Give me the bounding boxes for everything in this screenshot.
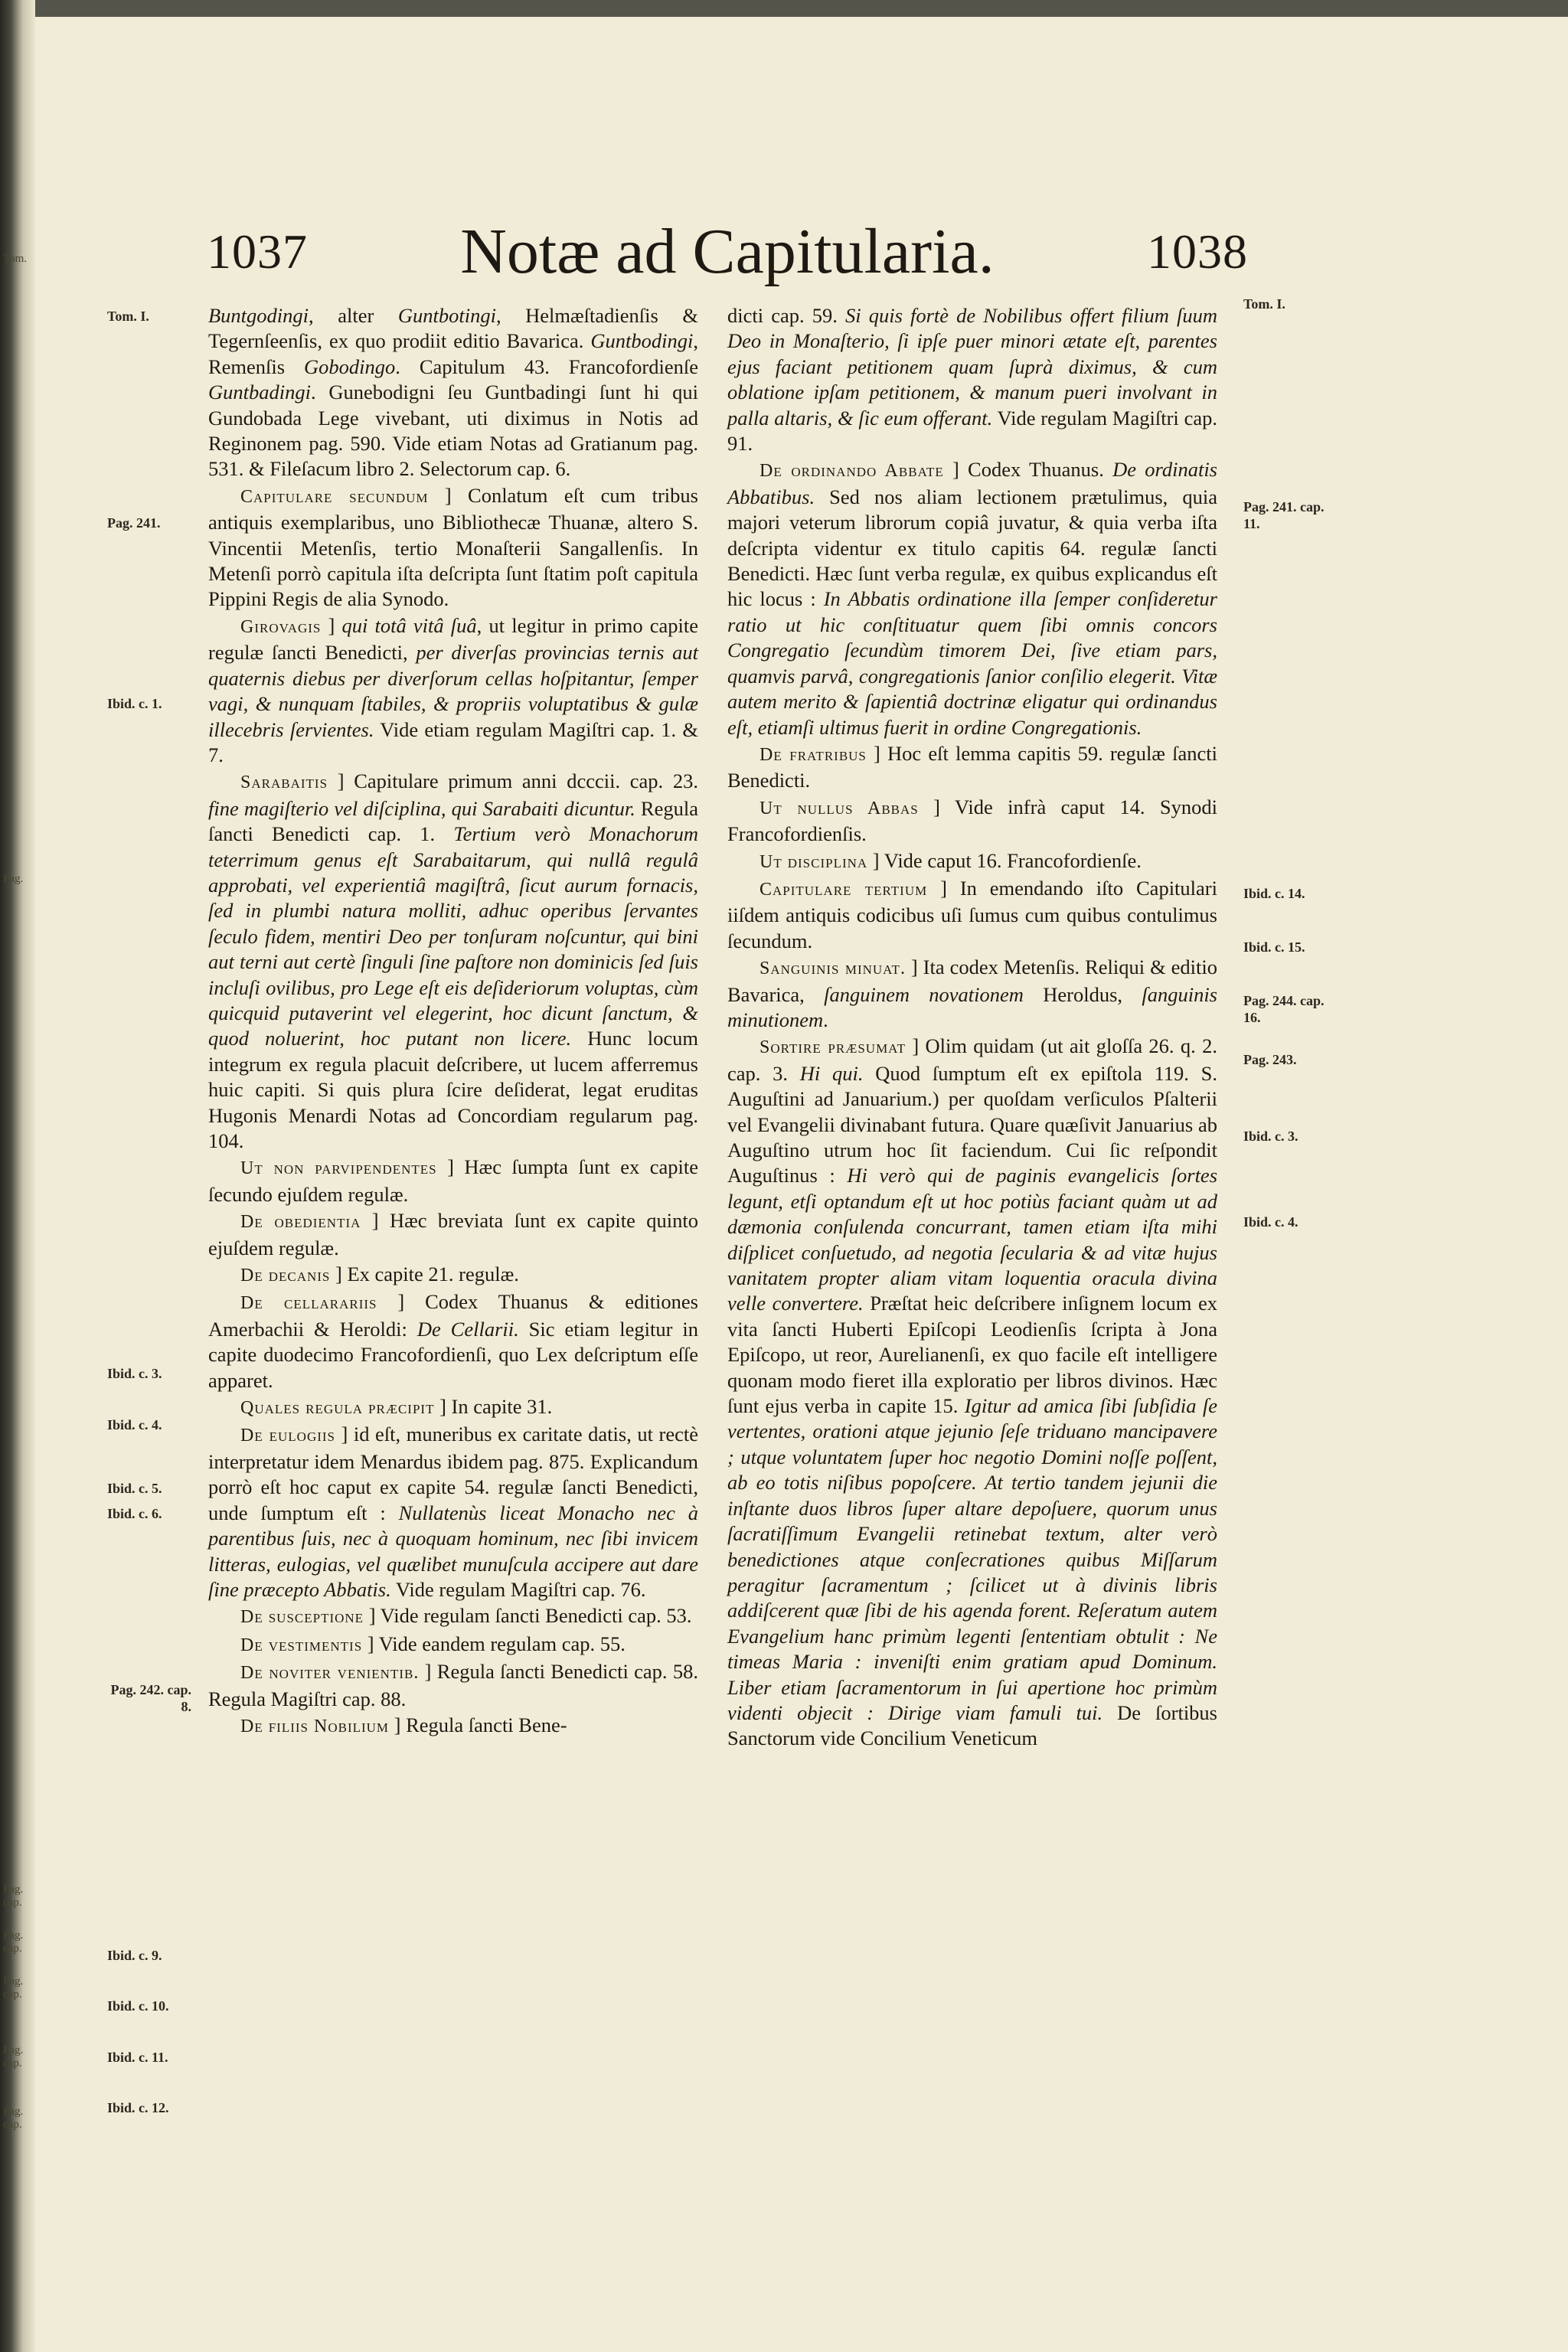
text-run: , Remenſis (208, 329, 698, 378)
text-run: Sic etiam legitur in capite duodecimo Francofordienſi, quo Lex deſcriptum eſſe apparet. (208, 1317, 699, 1392)
margin-note: Pag. 241. (107, 515, 161, 531)
text-run: qui totâ vitâ ſuâ (341, 613, 477, 637)
note-paragraph (208, 1632, 698, 1658)
text-run: Guntbadingi (208, 381, 311, 404)
text-run: fine magiſterio vel diſciplina, qui Sarabaiti dicuntur. (208, 796, 635, 820)
text-run: ] Vide regulam ſancti Benedicti cap. 53. (364, 1604, 692, 1628)
note-paragraph (727, 876, 1217, 954)
text-run: ] Vide infrà caput 14. Synodi Francofordienſis. (727, 795, 1218, 846)
text-run: ] In emendando iſto Capitulari iiſdem antiquis codicibus uſi ſumus cum quibus contulimus ſecundum. (727, 876, 1217, 952)
text-run: Hunc locum integrum ex regula placuit deſcribere, ut lucem afferremus huic capiti. Si quis plura ſcire deſiderat, legat eruditas Hugonis Menardi Notas ad Concordiam regularum pag. 104. (208, 1027, 698, 1152)
text-run: ſanguinis minutionem (727, 982, 1217, 1031)
margin-note: Ibid. c. 6. (107, 1506, 162, 1521)
text-run: Sed nos aliam lectionem prætulimus, quia majori veterum librorum copiâ juvatur, & quia verba iſta deſcripta videntur ex titulo capitis 64. regulæ ſancti Benedicti. Hæc ſunt verba regulæ, ex quibus explicandus eſt hic locus : (727, 485, 1217, 611)
lemma: De fratribus (760, 744, 867, 765)
lemma: Capitulare secundum (240, 486, 429, 507)
lemma: De ordinando Abbate (760, 461, 944, 482)
margin-note: Ibid. c. 15. (1243, 939, 1305, 955)
margin-note: Pag. 242. cap. 8. (110, 1682, 191, 1714)
text-run: Hi qui. (799, 1061, 864, 1085)
text-run: De ordinatis Abbatibus. (727, 458, 1217, 508)
text-run: De Cellarii. (416, 1317, 519, 1341)
note-paragraph (727, 303, 1217, 456)
note-paragraph (208, 1155, 698, 1207)
scan-top-strip (0, 0, 1568, 17)
margin-note: Ibid. c. 3. (107, 1366, 162, 1381)
page-number-right: 1038 (1147, 224, 1248, 279)
text-run: Præſtat heic deſcribere inſignem locum ex vita ſancti Huberti Epiſcopi Leodienſis ſcripta à Jona Epiſcopo, ut reor, Aurelianenſi, ex quo facile eſt intelligere quonam modo fieret illa exploratio per libros divinos. Hæc ſunt ejus verba in capite 15. (727, 1292, 1218, 1418)
gutter-tag: Pag. cap. (3, 1929, 24, 1955)
text-run: . Gunebodigni ſeu Guntbadingi ſunt hi qui Gundobada Lege vivebant, uti diximus in Notis ad Reginonem pag. 590. Vide etiam Notas ad Gratianum pag. 531. & Fileſacum libro 2. Selectorum cap. 6. (208, 381, 698, 481)
note-paragraph (208, 769, 698, 1154)
text-run: ] Ex capite 21. regulæ. (330, 1263, 519, 1286)
lemma: Quales regula præcipit (240, 1398, 435, 1419)
text-run: Vide regulam Magiſtri cap. 76. (390, 1577, 646, 1601)
text-column-right (727, 303, 1217, 1753)
gutter-tag: Pag. (3, 873, 24, 885)
text-run: ] Codex Thuanus. (943, 458, 1113, 482)
lemma: De obedientia (240, 1212, 361, 1233)
text-run: ] Vide caput 16. Francofordienſe. (867, 848, 1142, 872)
margin-note: Ibid. c. 4. (107, 1417, 162, 1432)
text-run: ] Regula ſancti Bene- (389, 1713, 567, 1736)
text-run: ] Olim quidam (ut ait gloſſa 26. q. 2. cap. 3. (727, 1034, 1217, 1085)
gutter-tag: Pag. cap. (3, 1975, 24, 2001)
gutter-tag: Tom. (3, 253, 28, 265)
lemma: Ut non parvipendentes (240, 1158, 437, 1179)
lemma: De eulogiis (240, 1426, 336, 1446)
margin-note: Ibid. c. 14. (1243, 886, 1305, 901)
text-run: ] Hæc ſumpta ſunt ex capite ſecundo ejuſdem regulæ. (208, 1155, 698, 1206)
text-run: Vide etiam regulam Magiſtri cap. 1. & 7. (208, 717, 698, 766)
lemma: Sortire præsumat (760, 1037, 906, 1058)
note-paragraph (727, 795, 1217, 848)
note-paragraph (727, 848, 1217, 875)
text-run: Guntbodingi (590, 329, 694, 353)
note-paragraph (208, 1603, 698, 1630)
text-run: Guntbotingi (397, 304, 496, 327)
margin-note: Ibid. c. 11. (107, 2050, 168, 2065)
text-run: ] Conlatum eſt cum tribus antiquis exemplaribus, uno Bibliothecæ Thuanæ, altero S. Vincentii Metenſis, tertio Monaſterii Sangallenſis. In Metenſi porrò capitula iſta deſcripta ſunt ſtatim poſt capitula Pippini Regis de alia Synodo. (208, 483, 698, 611)
text-run: , Helmæſtadienſis & Tegernſeenſis, ex quo prodiit editio Bavarica. (208, 304, 699, 353)
note-paragraph (727, 741, 1217, 794)
text-run: Igitur ad amica ſibi ſubſidia ſe vertentes, orationi atque jejunio ſeſe triduano mancipavere ; utque voluntatem ſuper hoc negotio Domini noſſe poſſent, ab eo totis niſibus popoſcere. At tertio tandem jejunii die inſtante duos libros ſuper altare depoſuere, quorum unus ſacratiſſimum Evangelii retinebat textum, alter verò benedictiones atque conſecrationes quibus Miſſarum peragitur ſacramentum ; ſcilicet ut à divinis libris addiſcerent quæ ſibi de his agenda forent. Reſeratum autem Evangelium hanc primùm legenti ſententiam obtulit : Ne timeas Maria : inveniſti enim gratiam apud Dominum. Liber etiam ſacramentorum in ſui apertione hoc primùm videnti objecit : Dirige viam famuli tui. (727, 1394, 1217, 1724)
gutter-tag: Pag. cap. (3, 2044, 24, 2069)
margin-note: Tom. I. (1243, 296, 1285, 312)
text-run: ] Capitulare primum anni dcccii. cap. 23. (328, 769, 698, 793)
margin-note: Ibid. c. 12. (107, 2100, 169, 2115)
running-header (207, 214, 1248, 306)
lemma: Capitulare tertium (760, 879, 928, 900)
lemma: Buntgodingi (208, 304, 309, 327)
note-paragraph (208, 1394, 698, 1421)
lemma: De filiis Nobilium (240, 1716, 390, 1736)
note-paragraph (727, 1034, 1217, 1751)
lemma: Ut disciplina (760, 851, 868, 872)
margin-note: Pag. 241. cap. 11. (1243, 499, 1325, 531)
text-run: ſanguinem novationem (824, 982, 1024, 1006)
text-column-left (208, 303, 698, 1740)
margin-note: Ibid. c. 5. (107, 1481, 162, 1496)
text-run: Quod ſumptum eſt ex epiſtola 119. S. Auguſtini ad Januarium.) per quoſdam verſiculos Pſalterii vel Evangelii divinabant futura. Quare quæſivit Januarius ab Auguſtino utrum hoc ſit faciendum. Cui ſic reſpondit Auguſtinus : (727, 1061, 1217, 1187)
margin-note: Ibid. c. 10. (107, 1998, 169, 2014)
text-run: In Abbatis ordinatione illa ſemper conſideretur ratio ut hic conſtituatur quem ſibi omnis concors Congregatio ſecundùm timorem Dei, ſive etiam pars, quamvis parvâ, congregationis ſanior conſilio elegerit. Vitæ autem merito & ſapientiâ doctrinæ eligatur qui ordinandus eſt, etiamſi ultimus fuerit in ordine Congregationis. (727, 587, 1217, 739)
text-run: Nullatenùs liceat Monacho nec à parentibus ſuis, nec à quoquam hominum, nec ſibi invicem litteras, eulogias, vel quælibet munuſcula accipere aut dare ſine præcepto Abbatis. (208, 1501, 698, 1601)
margin-note: Pag. 243. (1243, 1052, 1297, 1067)
note-paragraph (208, 1289, 698, 1393)
lemma: Sanguinis minuat. (760, 959, 906, 979)
page-number-left: 1037 (207, 224, 308, 279)
lemma: De vestimentis (240, 1635, 363, 1655)
text-run: Gobodingo (304, 354, 396, 378)
margin-note: Ibid. c. 4. (1243, 1214, 1298, 1230)
text-run: Tertium verò Monachorum teterrimum genus eſt Sarabaitarum, qui nullâ regulâ approbati, vel experientiâ magiſtrâ, ſicut aurum fornacis, ſed in plumbi natura molliti, adhuc operibus ſervantes ſeculo fidem, mentiri Deo per tonſuram noſcuntur, qui bini aut terni aut certè ſinguli ſine paſtore non dominicis ſed ſuis incluſi ovilibus, pro Lege eſt eis deſideriorum voluptas, cùm quicquid putaverint vel elegerint, hoc dicunt ſanctum, & quod noluerint, hoc putant non licere. (208, 822, 698, 1050)
note-paragraph (208, 483, 698, 612)
text-run: ] Ita codex Metenſis. Reliqui & editio Bavarica, (727, 956, 1217, 1006)
text-run: ] Codex Thuanus & editiones Amerbachii & Heroldi: (208, 1290, 698, 1341)
text-run: ] Hæc breviata ſunt ex capite quinto ejuſdem regulæ. (208, 1209, 698, 1259)
note-paragraph (208, 1262, 698, 1289)
note-paragraph (208, 1422, 698, 1602)
gutter-tag: Pag. cap. (3, 1883, 24, 1909)
text-run: De ſortibus Sanctorum vide Concilium Veneticum (727, 1700, 1217, 1750)
text-run: . Capitulum 43. Francofordienſe (395, 354, 698, 378)
note-paragraph (208, 1659, 698, 1712)
lemma: Ut nullus Abbas (760, 798, 919, 818)
margin-note: Ibid. c. 3. (1243, 1129, 1298, 1144)
text-run: , ut legitur in primo capite regulæ ſancti Benedicti, (208, 613, 699, 665)
note-paragraph (208, 1208, 698, 1261)
lemma: De decanis (240, 1266, 331, 1286)
gutter-tag: Pag. cap. (3, 2105, 24, 2131)
page-title: Notæ ad Capitularia. (460, 216, 995, 287)
margin-note: Pag. 244. cap. 16. (1243, 993, 1325, 1025)
text-run: , alter (309, 304, 398, 327)
lemma: De susceptione (240, 1607, 364, 1628)
text-run: . (823, 1008, 828, 1031)
text-run: ] Vide eandem regulam cap. 55. (362, 1632, 626, 1655)
margin-note: Tom. I. (107, 309, 149, 324)
note-paragraph (727, 457, 1217, 740)
note-paragraph (208, 303, 698, 482)
note-paragraph (727, 955, 1217, 1033)
text-run: ] Hoc eſt lemma capitis 59. regulæ ſancti Benedicti. (727, 741, 1217, 792)
margin-note: Ibid. c. 1. (107, 696, 162, 711)
note-paragraph (208, 1713, 698, 1740)
text-run: dicti cap. 59. (727, 304, 845, 327)
lemma: De noviter venientib. (240, 1663, 420, 1684)
lemma: Sarabaitis (240, 773, 328, 793)
text-run: ] In capite 31. (434, 1395, 553, 1419)
lemma: De cellarariis (240, 1293, 377, 1314)
text-run: Regula ſancti Benedicti cap. 1. (208, 796, 698, 846)
text-run: ] (321, 613, 342, 637)
text-run: Hi verò qui de paginis evangelicis ſortes legunt, etſi optandum eſt ut hoc potiùs faciant quàm ut ad dæmonia conſulenda concurrant, tamen etiam iſta mihi diſplicet conſuetudo, ad negotia ſecularia & ad vitæ hujus vanitatem propter aliam vitam loquentia oracula divina velle convertere. (727, 1164, 1218, 1315)
text-run: per diverſas provincias ternis aut quaternis diebus per diverſorum cellas hoſpitantur, ſemper vagi, & nunquam ſtabiles, & propriis voluptatibus & gulæ illecebris ſervientes. (208, 641, 698, 741)
text-run: Heroldus, (1023, 982, 1142, 1006)
lemma: Girovagis (240, 616, 322, 637)
margin-note: Ibid. c. 9. (107, 1948, 162, 1963)
text-run: ] Regula ſancti Benedicti cap. 58. Regula Magiſtri cap. 88. (208, 1660, 698, 1710)
text-run: Vide regulam Magiſtri cap. 91. (727, 406, 1217, 456)
text-run: Si quis fortè de Nobilibus offert filium ſuum Deo in Monaſterio, ſi ipſe puer minori ætate eſt, parentes ejus faciant petitionem quam ſuprà diximus, & cum oblatione ipſam petitionem, & manum pueri involvant in palla altaris, & ſic eum offerant. (727, 304, 1217, 430)
note-paragraph (208, 613, 698, 768)
text-run: ] id eſt, muneribus ex caritate datis, ut rectè interpretatur idem Menardus ibidem pag. 875. Explicandum porrò eſt hoc caput ex capite 54. regulæ ſancti Benedicti, unde ſumptum eſt : (208, 1423, 698, 1524)
